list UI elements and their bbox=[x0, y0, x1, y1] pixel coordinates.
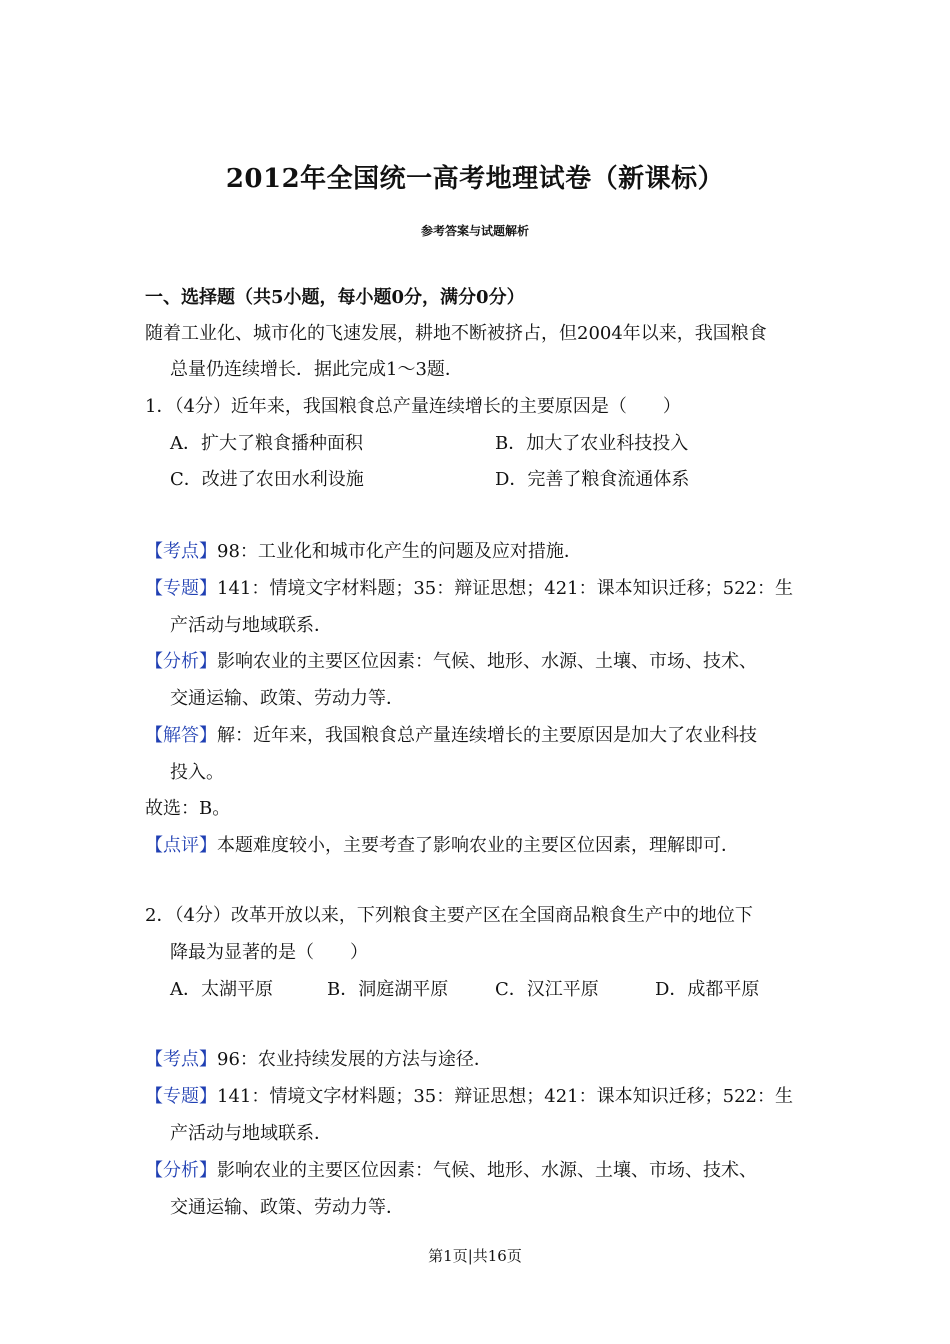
q1-zhuanti bbox=[145, 577, 793, 601]
intro-line-2: 总量仍连续增长．据此完成1～3题． bbox=[170, 359, 463, 380]
question-1-stem: 1．（4分）近年来，我国粮食总产量连续增长的主要原因是（ ） bbox=[145, 396, 681, 417]
jieda-text: 解：近年来，我国粮食总产量连续增长的主要原因是加大了农业科技 bbox=[217, 725, 757, 746]
question-2-stem: 2．（4分）改革开放以来，下列粮食主要产区在全国商品粮食生产中的地位下 bbox=[145, 905, 753, 926]
dianping-tag: 【点评】 bbox=[145, 835, 217, 856]
question-2-option-d: D．成都平原 bbox=[655, 979, 760, 1000]
fenxi-text: 影响农业的主要区位因素：气候、地形、水源、土壤、市场、技术、 bbox=[217, 1160, 757, 1181]
q2-fenxi bbox=[145, 1159, 757, 1183]
question-2-stem-cont: 降最为显著的是（ ） bbox=[170, 942, 368, 963]
question-2-option-b: B．洞庭湖平原 bbox=[327, 979, 449, 1000]
q1-zhuanti-cont: 产活动与地域联系． bbox=[170, 615, 332, 636]
intro-line-1: 随着工业化、城市化的飞速发展，耕地不断被挤占，但2004年以来，我国粮食 bbox=[145, 323, 767, 344]
question-2-option-c: C．汉江平原 bbox=[495, 979, 599, 1000]
question-1-option-b: B．加大了农业科技投入 bbox=[495, 433, 689, 454]
zhuanti-text: 141：情境文字材料题；35：辩证思想；421：课本知识迁移；522：生 bbox=[217, 578, 793, 599]
fenxi-text: 影响农业的主要区位因素：气候、地形、水源、土壤、市场、技术、 bbox=[217, 651, 757, 672]
q1-jieda bbox=[145, 724, 757, 748]
page-footer: 第1页|共16页 bbox=[428, 1247, 522, 1265]
q2-fenxi-cont: 交通运输、政策、劳动力等． bbox=[170, 1197, 404, 1218]
zhuanti-tag: 【专题】 bbox=[145, 578, 217, 599]
question-1-option-c: C．改进了农田水利设施 bbox=[170, 469, 364, 490]
q1-dianping bbox=[145, 834, 739, 858]
page-subtitle: 参考答案与试题解析 bbox=[420, 224, 529, 238]
question-2-option-a: A．太湖平原 bbox=[170, 979, 273, 1000]
kaodian-text: 96：农业持续发展的方法与途径． bbox=[217, 1049, 492, 1070]
q1-fenxi bbox=[145, 650, 757, 674]
page-title: 2012年全国统一高考地理试卷（新课标） bbox=[225, 164, 725, 194]
kaodian-tag: 【考点】 bbox=[145, 1049, 217, 1070]
q2-kaodian bbox=[145, 1048, 492, 1072]
dianping-text: 本题难度较小，主要考查了影响农业的主要区位因素，理解即可． bbox=[217, 835, 739, 856]
kaodian-text: 98：工业化和城市化产生的问题及应对措施． bbox=[217, 541, 582, 562]
q2-zhuanti bbox=[145, 1085, 793, 1109]
question-1-option-a: A．扩大了粮食播种面积 bbox=[170, 433, 363, 454]
jieda-tag: 【解答】 bbox=[145, 725, 217, 746]
q1-kaodian bbox=[145, 540, 582, 564]
zhuanti-tag: 【专题】 bbox=[145, 1086, 217, 1107]
zhuanti-text: 141：情境文字材料题；35：辩证思想；421：课本知识迁移；522：生 bbox=[217, 1086, 793, 1107]
section-heading: 一、选择题（共5小题，每小题0分，满分0分） bbox=[145, 287, 525, 308]
kaodian-tag: 【考点】 bbox=[145, 541, 217, 562]
question-1-option-d: D．完善了粮食流通体系 bbox=[495, 469, 690, 490]
q1-answer: 故选：B。 bbox=[145, 798, 231, 819]
q1-jieda-cont: 投入。 bbox=[170, 762, 224, 783]
q1-fenxi-cont: 交通运输、政策、劳动力等． bbox=[170, 688, 404, 709]
q2-zhuanti-cont: 产活动与地域联系． bbox=[170, 1123, 332, 1144]
fenxi-tag: 【分析】 bbox=[145, 651, 217, 672]
fenxi-tag: 【分析】 bbox=[145, 1160, 217, 1181]
